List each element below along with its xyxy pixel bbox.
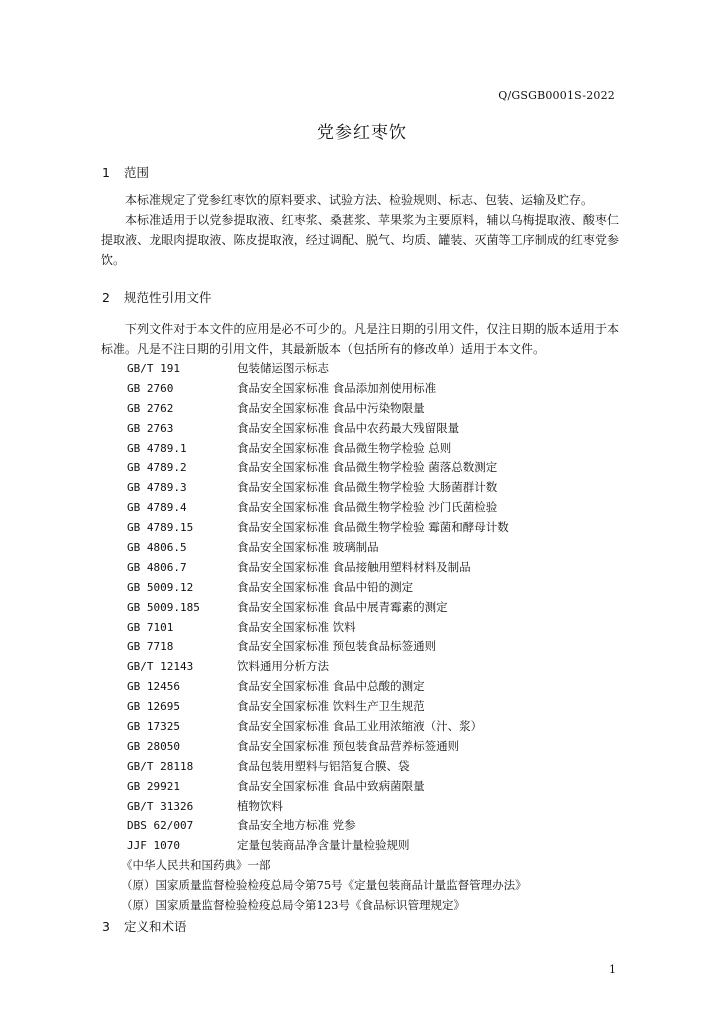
section-number: 2	[102, 290, 110, 305]
reference-code: DBS 62/007	[127, 819, 194, 833]
reference-code: GB 4789.1	[127, 441, 187, 455]
reference-item	[127, 697, 627, 717]
section-title: 规范性引用文件	[124, 290, 212, 305]
section-1-body	[101, 190, 619, 270]
reference-code: GB/T 191	[127, 362, 180, 375]
standard-code: Q/GSGB0001S-2022	[498, 89, 615, 102]
reference-item	[121, 896, 627, 916]
reference-title: 食品包装用塑料与铝箔复合膜、袋	[237, 758, 410, 773]
reference-code: GB 2763	[127, 421, 174, 435]
reference-title: 食品安全国家标准 食品添加剂使用标准	[237, 380, 437, 395]
reference-item	[127, 439, 627, 459]
page-number: 1	[609, 963, 616, 976]
reference-item	[127, 757, 627, 777]
reference-item	[127, 618, 627, 638]
reference-item	[127, 399, 627, 419]
reference-code: GB 12695	[127, 700, 180, 714]
reference-item	[127, 518, 627, 538]
reference-code: GB 4789.15	[127, 521, 194, 535]
reference-title: 食品安全国家标准 预包装食品标签通则	[237, 639, 437, 654]
reference-item	[127, 578, 627, 598]
reference-title: 食品安全国家标准 食品微生物学检验 沙门氏菌检验	[237, 500, 498, 515]
reference-code: GB 28050	[127, 739, 180, 753]
reference-code: GB 4789.4	[127, 501, 187, 515]
reference-title: 饮料通用分析方法	[237, 659, 329, 674]
reference-title: 食品安全国家标准 食品微生物学检验 菌落总数测定	[237, 460, 498, 475]
reference-code: GB 29921	[127, 779, 180, 793]
reference-item	[127, 558, 627, 578]
scope-paragraph-1: 本标准规定了党参红枣饮的原料要求、试验方法、检验规则、标志、包装、运输及贮存。	[125, 193, 594, 207]
reference-title: 植物饮料	[237, 798, 283, 813]
reference-code: GB 7101	[127, 620, 174, 634]
reference-code: GB 7718	[127, 640, 174, 654]
reference-title: 食品安全地方标准 党参	[237, 818, 356, 833]
reference-title: 食品安全国家标准 食品接触用塑料材料及制品	[237, 559, 471, 574]
reference-title: 食品安全国家标准 饮料生产卫生规范	[237, 699, 425, 714]
reference-item	[127, 478, 627, 498]
reference-code: GB 4789.3	[127, 481, 187, 495]
reference-item	[127, 379, 627, 399]
reference-title: 食品安全国家标准 食品中总酸的测定	[237, 679, 425, 694]
reference-code: JJF 1070	[127, 839, 180, 853]
reference-title: 食品安全国家标准 食品中污染物限量	[237, 400, 425, 415]
reference-title: 食品安全国家标准 预包装食品营养标签通则	[237, 738, 460, 753]
reference-item	[121, 876, 627, 896]
reference-item	[127, 797, 627, 817]
section-title: 范围	[124, 165, 150, 180]
section-title: 定义和术语	[124, 919, 187, 934]
reference-item	[127, 657, 627, 677]
reference-document: （原）国家质量监督检验检疫总局令第123号《食品标识管理规定》	[121, 898, 465, 913]
reference-item	[127, 498, 627, 518]
section-number: 1	[102, 165, 110, 180]
reference-code: GB 4789.2	[127, 461, 187, 475]
reference-code: GB/T 31326	[127, 799, 194, 813]
reference-code: GB 2760	[127, 381, 174, 395]
reference-title: 食品安全国家标准 食品中致病菌限量	[237, 778, 425, 793]
scope-paragraph-2: 本标准适用于以党参提取液、红枣浆、桑葚浆、苹果浆为主要原料，辅以乌梅提取液、酸枣仁提取液、龙眼肉提取液、陈皮提取液，经过调配、脱气、均质、罐装、灭菌等工序制成的红枣党参饮。	[101, 213, 619, 267]
reference-title: 食品安全国家标准 食品工业用浓缩液（汁、浆）	[237, 719, 483, 734]
reference-item	[127, 359, 627, 379]
reference-item	[127, 458, 627, 478]
reference-code: GB/T 28118	[127, 759, 194, 773]
reference-code: GB 4806.5	[127, 541, 187, 555]
reference-code: GB 4806.7	[127, 560, 187, 574]
reference-code: GB 5009.185	[127, 600, 200, 614]
reference-item	[127, 717, 627, 737]
reference-title: 食品安全国家标准 食品中展青霉素的测定	[237, 599, 448, 614]
reference-title: 包装储运图示标志	[237, 361, 329, 375]
reference-title: 食品安全国家标准 食品中农药最大残留限量	[237, 420, 460, 435]
reference-item	[127, 777, 627, 797]
reference-item	[127, 816, 627, 836]
reference-document: （原）国家质量监督检验检疫总局令第75号《定量包装商品计量监督管理办法》	[121, 878, 527, 893]
reference-title: 食品安全国家标准 玻璃制品	[237, 540, 379, 555]
reference-item	[127, 538, 627, 558]
reference-title: 食品安全国家标准 食品微生物学检验 大肠菌群计数	[237, 480, 498, 495]
reference-list	[121, 359, 627, 916]
reference-item	[127, 677, 627, 697]
reference-document: 《中华人民共和国药典》一部	[121, 858, 271, 873]
section-2-intro	[101, 319, 619, 359]
reference-item	[127, 598, 627, 618]
reference-code: GB 2762	[127, 401, 174, 415]
reference-title: 食品安全国家标准 食品中铅的测定	[237, 579, 414, 594]
reference-item	[127, 737, 627, 757]
reference-title: 定量包装商品净含量计量检验规则	[237, 838, 410, 853]
section-3-heading	[102, 917, 187, 935]
section-1-heading	[102, 163, 149, 181]
reference-code: GB 17325	[127, 720, 180, 734]
reference-code: GB 12456	[127, 680, 180, 694]
reference-code: GB/T 12143	[127, 660, 194, 674]
reference-title: 食品安全国家标准 饮料	[237, 619, 356, 634]
document-title: 党参红枣饮	[317, 123, 407, 143]
reference-item	[121, 856, 627, 876]
section-2-heading	[102, 288, 212, 306]
section-number: 3	[102, 919, 110, 934]
reference-item	[127, 836, 627, 856]
reference-code: GB 5009.12	[127, 580, 194, 594]
reference-title: 食品安全国家标准 食品微生物学检验 总则	[237, 440, 452, 455]
reference-item	[127, 419, 627, 439]
reference-item	[127, 637, 627, 657]
reference-title: 食品安全国家标准 食品微生物学检验 霉菌和酵母计数	[237, 520, 509, 535]
reference-intro-paragraph: 下列文件对于本文件的应用是必不可少的。凡是注日期的引用文件，仅注日期的版本适用于本标准。凡是不注日期的引用文件，其最新版本（包括所有的修改单）适用于本文件。	[101, 322, 619, 356]
